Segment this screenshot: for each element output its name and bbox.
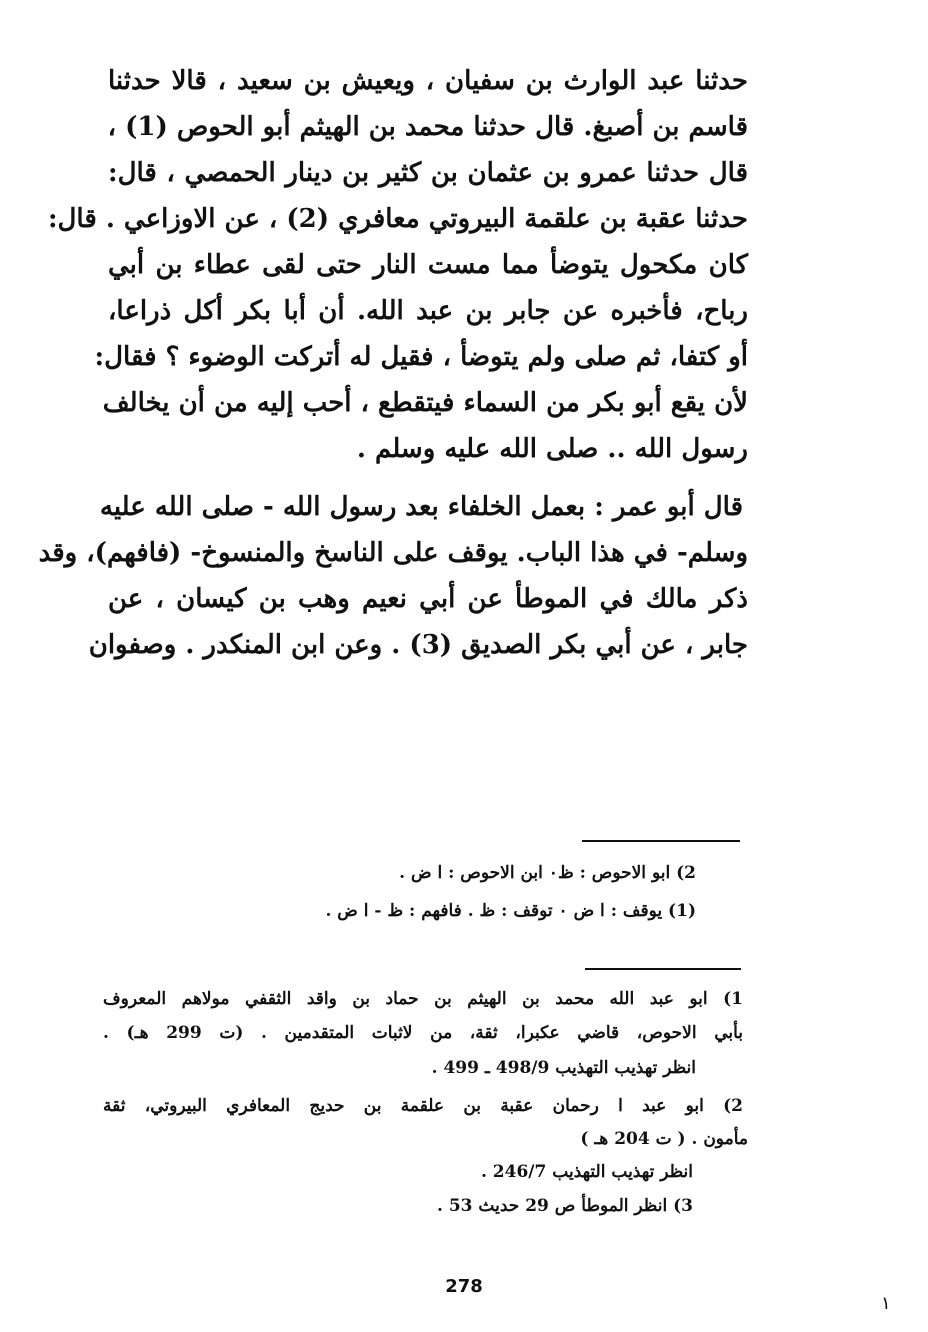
text-line: قال أبو عمر : بعمل الخلفاء بعد رسول الله - صلى الله عليه [99,492,743,522]
variant-note: (1) يوقف : ا ض ٠ توقف : ظ . فافهم : ظ - ا ض . [325,901,696,921]
footnote-separator [585,968,741,970]
footnote-line: 3) انظر الموطأ ص 29 حديث 53 . [436,1196,693,1216]
text-line: حدثنا عبد الوارث بن سفيان ، ويعيش بن سعيد ، قالا حدثنا [108,66,748,96]
footnote-line: 1) ابو عبد الله محمد بن الهيثم بن حماد بن واقد الثقفي مولاهم المعروف [103,989,743,1009]
variant-note: 2) ابو الاحوص : ظ٠ ابن الاحوص : ا ض . [399,863,696,883]
page-number: 278 [445,1276,483,1297]
footnote-line: مأمون . ( ت 204 هـ ) [580,1129,748,1149]
footnote-line: انظر تهذيب التهذيب 246/7 . [480,1162,693,1182]
text-line: قال حدثنا عمرو بن عثمان بن كثير بن دينار الحمصي ، قال: [108,158,748,188]
text-line: ذكر مالك في الموطأ عن أبي نعيم وهب بن كيسان ، عن [108,584,748,614]
footnote-separator [582,840,740,842]
text-line: قاسم بن أصبغ. قال حدثنا محمد بن الهيثم أبو الحوص (1) ، [107,112,748,142]
footnote-line: 2) ابو عبد ا رحمان عقبة بن علقمة بن حديج المعافري البيروتي، ثقة [103,1096,743,1116]
text-line: رسول الله .. صلى الله عليه وسلم . [356,434,748,464]
text-line: وسلم- في هذا الباب. يوقف على الناسخ والمنسوخ- (فافهم)، وقد [38,538,748,568]
text-line: لأن يقع أبو بكر من السماء فيتقطع ، أحب إليه من أن يخالف [102,388,748,418]
footnote-line: انظر تهذيب التهذيب 498/9 ـ 499 . [431,1058,696,1078]
text-line: رباح، فأخبره عن جابر بن عبد الله. أن أبا بكر أكل ذراعا، [108,296,748,326]
footnote-line: بأبي الاحوص، قاضي عكبرا، ثقة، من لاثبات المتقدمين . (ت 299 هـ) . [103,1023,744,1043]
text-line: جابر ، عن أبي بكر الصديق (3) . وعن ابن المنكدر . وصفوان [88,630,748,660]
text-line: كان مكحول يتوضأ مما مست النار حتى لقى عطاء بن أبي [108,250,749,280]
corner-mark: ١ [881,1293,891,1314]
text-line: أو كتفا، ثم صلى ولم يتوضأ ، فقيل له أتركت الوضوء ؟ فقال: [94,342,748,372]
text-line: حدثنا عقبة بن علقمة البيروتي معافري (2) ، عن الاوزاعي . قال: [47,204,748,234]
